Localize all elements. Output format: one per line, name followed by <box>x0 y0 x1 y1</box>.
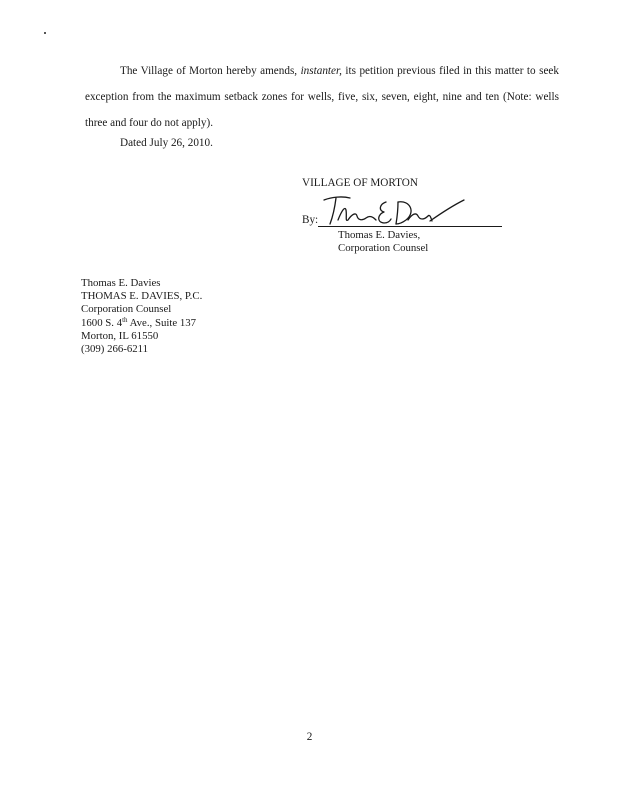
page-number: 2 <box>306 731 313 743</box>
by-label: By: <box>302 214 319 226</box>
signer-name: Thomas E. Davies, <box>338 229 421 241</box>
address-street: 1600 S. 4th Ave., Suite 137 <box>81 315 197 329</box>
address-firm: THOMAS E. DAVIES, P.C. <box>81 290 203 303</box>
address-block <box>81 277 202 356</box>
amendment-paragraph <box>85 58 559 136</box>
scan-speck <box>44 32 46 34</box>
address-title: Corporation Counsel <box>81 303 172 316</box>
address-name: Thomas E. Davies <box>81 277 161 289</box>
signature-line <box>318 226 502 227</box>
paragraph-emphasis: instanter, <box>300 65 342 77</box>
dated-line: Dated July 26, 2010. <box>120 137 213 149</box>
paragraph-lead: The Village of Morton hereby amends, <box>120 65 301 77</box>
address-city: Morton, IL 61550 <box>81 329 159 342</box>
signer-block <box>338 229 428 255</box>
signature-entity: VILLAGE OF MORTON <box>302 177 418 189</box>
address-phone: (309) 266-6211 <box>81 343 149 356</box>
paragraph-rest: its petition previous filed in this matter to seek exception from the maximum setback zones for wells, five, six, seven, eight, nine and ten (Note: wells three and four do not apply). <box>85 65 559 129</box>
signer-title: Corporation Counsel <box>338 242 429 254</box>
